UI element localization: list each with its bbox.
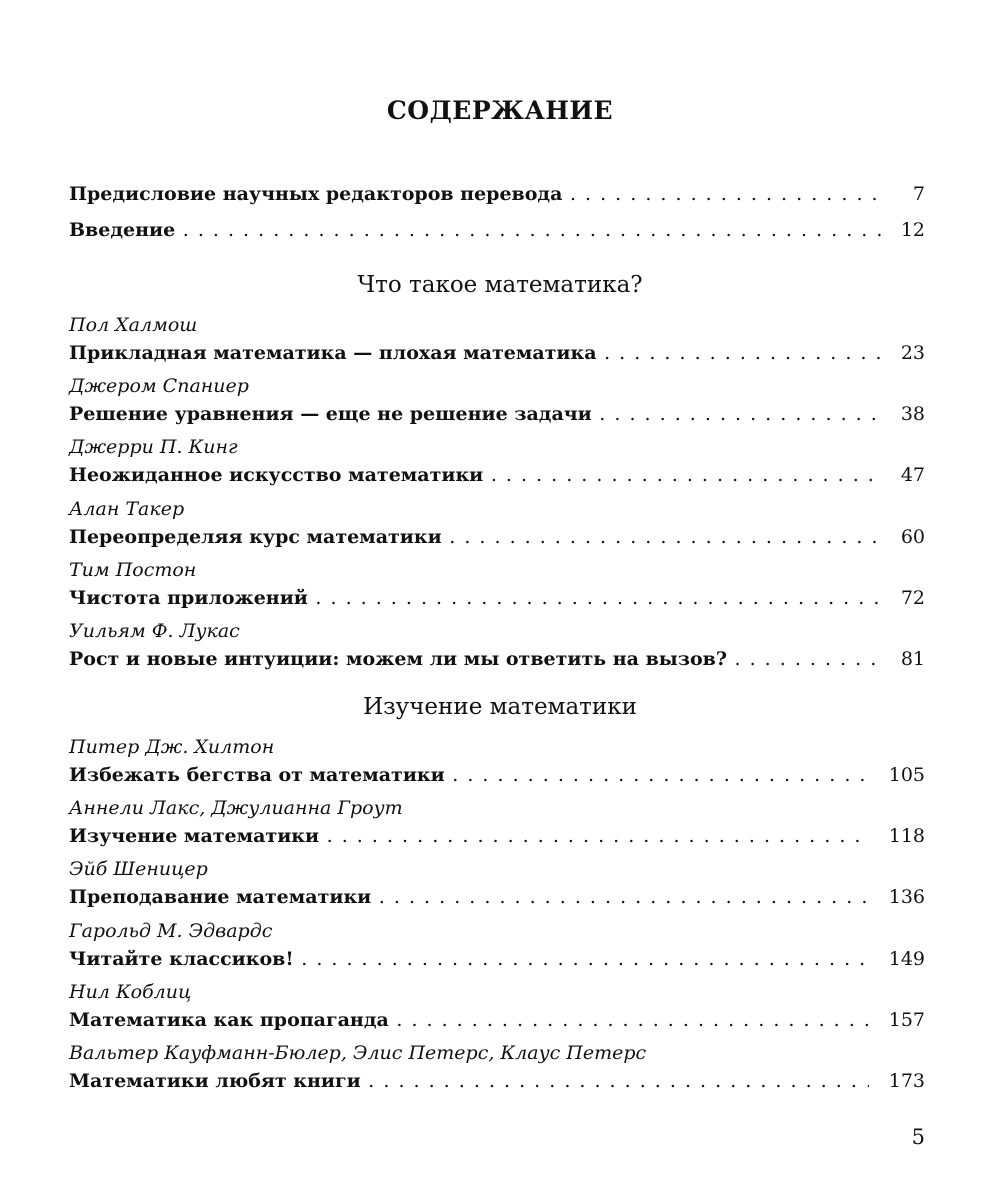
toc-article — [69, 1040, 925, 1101]
toc-entry-preface — [69, 179, 925, 209]
toc-entry-introduction — [69, 215, 925, 245]
entry-title: Неожиданное искусство математики . . . — [69, 460, 881, 490]
entry-title: Прикладная математика — плохая математика . . . — [69, 338, 881, 368]
toc-entry — [69, 882, 925, 912]
article-author: Питер Дж. Хилтон — [69, 736, 275, 758]
entry-title: Преподавание математики . . . — [69, 882, 869, 912]
article-author: Гарольд М. Эдвардс — [69, 919, 273, 942]
toc-article — [69, 373, 925, 434]
toc-article — [69, 434, 925, 495]
entry-title: Читайте классиков! . . . — [69, 944, 869, 974]
toc-article — [69, 496, 925, 557]
entry-title: Переопределяя курс математики . . . — [69, 522, 881, 552]
entry-page: 12 — [900, 219, 925, 241]
toc-entry — [69, 460, 925, 490]
entry-page: 105 — [888, 764, 925, 786]
toc-article — [69, 312, 925, 373]
page-title: СОДЕРЖАНИЕ — [386, 96, 614, 125]
toc-entry — [69, 522, 925, 552]
toc-article — [69, 734, 925, 795]
entry-title: Предисловие научных редакторов перевода . . . — [69, 179, 881, 209]
section-studying-math — [69, 734, 925, 1101]
section-title-what-is-math: Что такое математика? — [357, 272, 643, 298]
toc-article — [69, 856, 925, 917]
entry-page: 149 — [888, 947, 925, 970]
entry-page: 47 — [900, 464, 925, 487]
toc-entry — [69, 338, 925, 368]
entry-page: 7 — [912, 183, 925, 205]
entry-title: Математики любят книги . . . — [69, 1066, 869, 1096]
entry-page: 173 — [888, 1069, 925, 1092]
toc-article — [69, 979, 925, 1040]
article-author: Алан Такер — [69, 497, 185, 520]
article-author: Тим Постон — [69, 558, 197, 581]
entry-page: 118 — [888, 825, 925, 848]
entry-page: 60 — [900, 525, 925, 548]
article-author: Вальтер Кауфманн-Бюлер, Элис Петерс, Клаус Петерс — [69, 1041, 647, 1064]
entry-title: Чистота приложений . . . — [69, 583, 881, 613]
article-author: Уильям Ф. Лукас — [69, 619, 240, 642]
entry-title: Изучение математики . . . — [69, 821, 869, 851]
toc-entry — [69, 583, 925, 613]
entry-title: Введение . . . — [69, 215, 881, 245]
toc-entry — [69, 760, 925, 790]
entry-page: 157 — [888, 1008, 925, 1031]
article-author: Нил Коблиц — [69, 980, 192, 1003]
entry-title: Рост и новые интуиции: можем ли мы ответить на вызов? . . . — [69, 644, 881, 674]
entry-page: 136 — [888, 886, 925, 909]
toc-article — [69, 795, 925, 856]
toc-entry — [69, 1005, 925, 1035]
section-title-studying-math: Изучение математики — [363, 694, 637, 720]
article-author: Джерри П. Кинг — [69, 436, 238, 459]
toc-article — [69, 557, 925, 618]
toc-article — [69, 918, 925, 979]
entry-page: 23 — [900, 342, 925, 364]
entry-page: 72 — [900, 586, 925, 609]
front-matter — [69, 179, 925, 251]
article-author: Пол Халмош — [69, 314, 198, 336]
entry-page: 38 — [900, 403, 925, 426]
toc-entry — [69, 1066, 925, 1096]
article-author: Эйб Шеницер — [69, 858, 208, 881]
article-author: Аннели Лакс, Джулианна Гроут — [69, 797, 403, 820]
article-author: Джером Спаниер — [69, 375, 249, 398]
section-what-is-math — [69, 312, 925, 679]
toc-entry — [69, 944, 925, 974]
entry-title: Математика как пропаганда . . . — [69, 1005, 869, 1035]
toc-entry — [69, 399, 925, 429]
entry-title: Избежать бегства от математики . . . — [69, 760, 869, 790]
toc-article — [69, 618, 925, 679]
toc-entry — [69, 644, 925, 674]
page-number: 5 — [911, 1125, 925, 1149]
entry-page: 81 — [900, 647, 925, 670]
entry-title: Решение уравнения — еще не решение задачи . . . — [69, 399, 881, 429]
toc-entry — [69, 821, 925, 851]
